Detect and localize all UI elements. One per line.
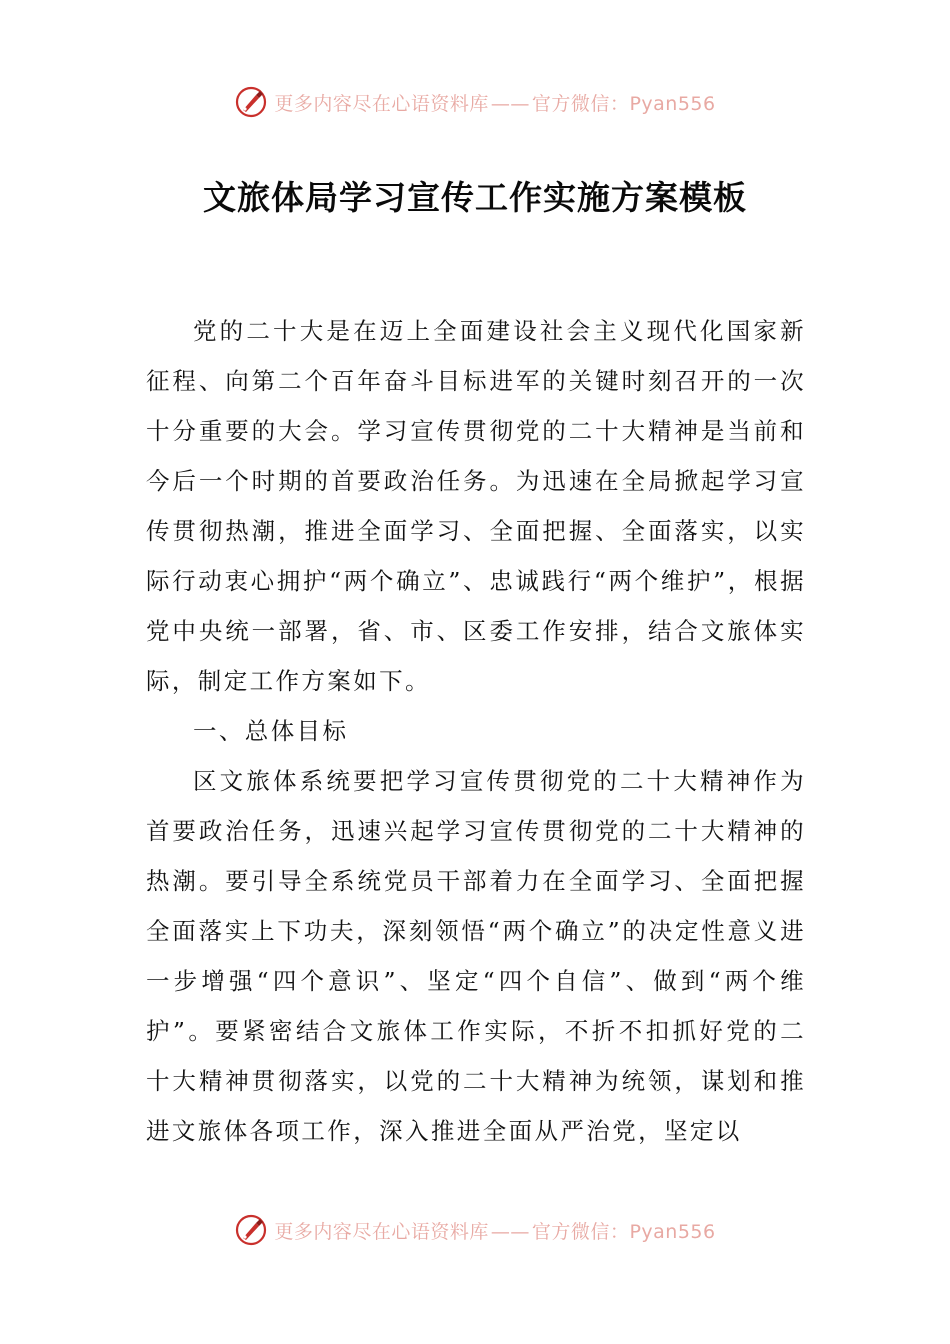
watermark-wechat-id: Pyan556 bbox=[629, 1220, 716, 1243]
footer-watermark bbox=[0, 1210, 950, 1250]
section-heading: 一、总体目标 bbox=[193, 717, 349, 745]
pen-circle-icon bbox=[234, 85, 268, 119]
watermark-wechat-label: 官方微信： bbox=[531, 92, 630, 115]
watermark-dash: —— bbox=[490, 92, 530, 115]
watermark-text bbox=[274, 89, 715, 116]
document-body bbox=[146, 306, 806, 1156]
pen-circle-icon bbox=[234, 1213, 268, 1247]
intro-paragraph: 党的二十大是在迈上全面建设社会主义现代化国家新征程、向第二个百年奋斗目标进军的关键时刻召开的一次十分重要的大会。学习宣传贯彻党的二十大精神是当前和今后一个时期的首要政治任务。为迅速在全局掀起学习宣传贯彻热潮，推进全面学习、全面把握、全面落实，以实际行动衷心拥护“两个确立”、忠诚践行“两个维护”，根据党中央统一部署，省、市、区委工作安排，结合文旅体实际，制定工作方案如下。 bbox=[146, 317, 806, 695]
section-paragraph: 区文旅体系统要把学习宣传贯彻党的二十大精神作为首要政治任务，迅速兴起学习宣传贯彻党的二十大精神的热潮。要引导全系统党员干部着力在全面学习、全面把握全面落实上下功夫，深刻领悟“两个确立”的决定性意义进一步增强“四个意识”、坚定“四个自信”、做到“两个维护”。要紧密结合文旅体工作实际，不折不扣抓好党的二十大精神贯彻落实，以党的二十大精神为统领，谋划和推进文旅体各项工作，深入推进全面从严治党，坚定以 bbox=[146, 767, 806, 1145]
header-watermark bbox=[0, 82, 950, 122]
watermark-wechat-id: Pyan556 bbox=[629, 92, 716, 115]
watermark-wechat-label: 官方微信： bbox=[531, 1220, 630, 1243]
watermark-dash: —— bbox=[490, 1220, 530, 1243]
watermark-brand: 更多内容尽在心语资料库 bbox=[274, 92, 489, 115]
document-title: 文旅体局学习宣传工作实施方案模板 bbox=[203, 178, 747, 217]
watermark-brand: 更多内容尽在心语资料库 bbox=[274, 1220, 489, 1243]
watermark-text bbox=[274, 1217, 715, 1244]
